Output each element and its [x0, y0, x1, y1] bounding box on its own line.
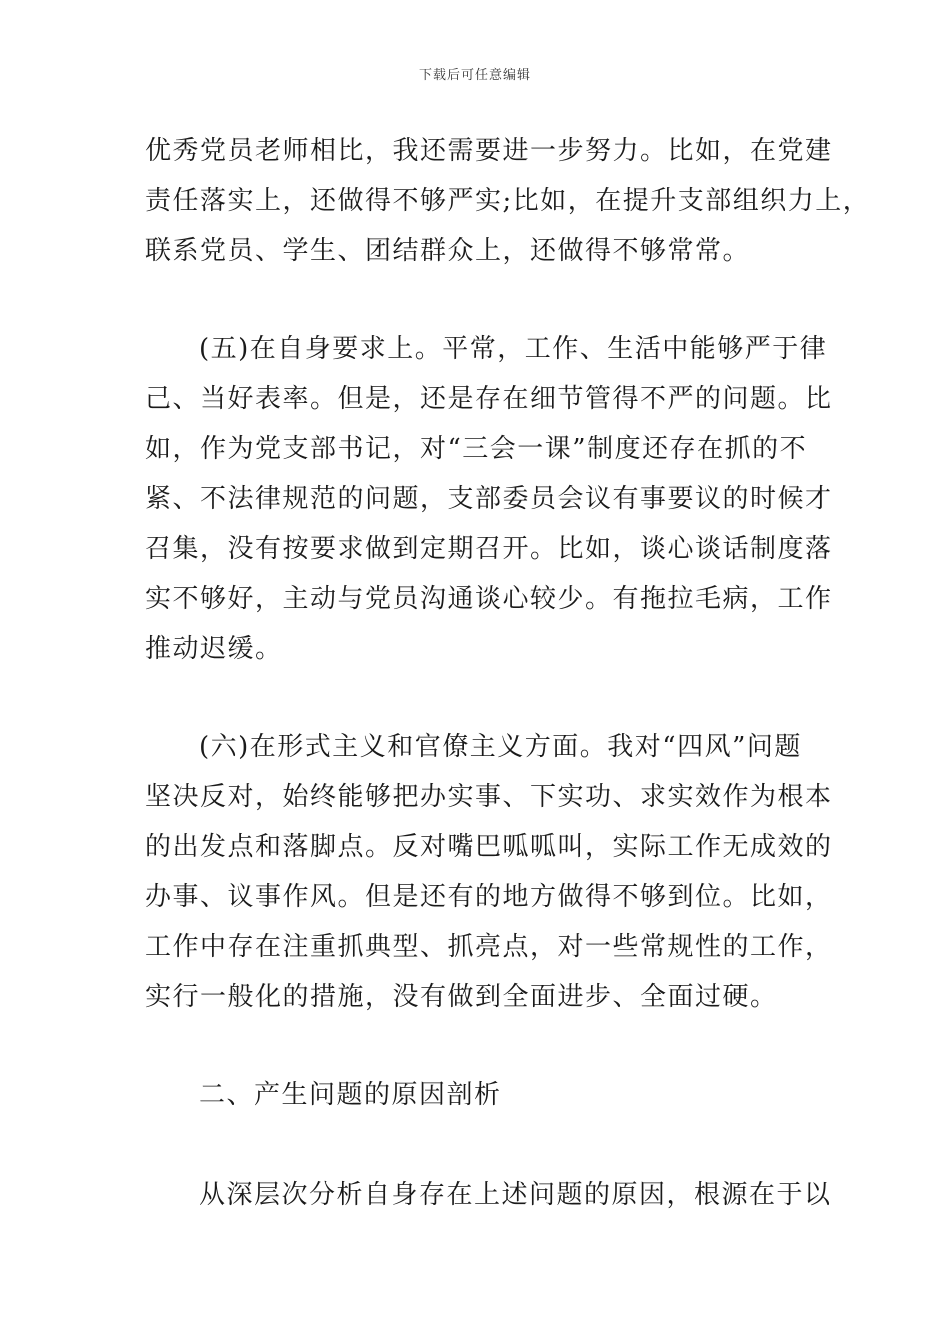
section-heading-cause-analysis — [145, 1070, 825, 1120]
paragraph-line: 的出发点和落脚点。反对嘴巴呱呱叫，实际工作无成效的 — [145, 832, 833, 862]
paragraph-line: 工作中存在注重抓典型、抓亮点，对一些常规性的工作， — [145, 932, 833, 962]
paragraph-line: 联系党员、学生、团结群众上，还做得不够常常。 — [145, 236, 751, 266]
paragraph-line: (五)在自身要求上。平常，工作、生活中能够严于律 — [199, 334, 828, 364]
paragraph-line: 己、当好表率。但是，还是存在细节管得不严的问题。比 — [145, 384, 833, 414]
paragraph-line: 如，作为党支部书记，对“三会一课”制度还存在抓的不 — [145, 434, 808, 464]
paragraph-line: 紧、不法律规范的问题，支部委员会议有事要议的时候才 — [145, 484, 833, 514]
paragraph-line: 办事、议事作风。但是还有的地方做得不够到位。比如， — [145, 882, 833, 912]
paragraph-line: 召集，没有按要求做到定期召开。比如，谈心谈话制度落 — [145, 534, 833, 564]
paragraph-line: 坚决反对，始终能够把办实事、下实功、求实效作为根本 — [145, 782, 833, 812]
paragraph-formalism-bureaucracy — [145, 722, 833, 1022]
paragraph-self-requirements — [145, 324, 833, 674]
paragraph-line: 实不够好，主动与党员沟通谈心较少。有拖拉毛病，工作 — [145, 584, 833, 614]
paragraph-line: 实行一般化的措施，没有做到全面进步、全面过硬。 — [145, 982, 778, 1012]
paragraph-line: 责任落实上，还做得不够严实;比如，在提升支部组织力上， — [145, 186, 871, 216]
section-heading-text: 二、产生问题的原因剖析 — [199, 1080, 502, 1110]
paragraph-line: 推动迟缓。 — [145, 634, 283, 664]
header-note: 下载后可任意编辑 — [418, 68, 531, 83]
paragraph-party-building — [145, 126, 871, 276]
paragraph-line: (六)在形式主义和官僚主义方面。我对“四风”问题 — [199, 732, 802, 762]
paragraph-line: 从深层次分析自身存在上述问题的原因，根源在于以 — [199, 1180, 832, 1210]
paragraph-root-cause — [145, 1170, 832, 1220]
paragraph-line: 优秀党员老师相比，我还需要进一步努力。比如，在党建 — [145, 136, 833, 166]
